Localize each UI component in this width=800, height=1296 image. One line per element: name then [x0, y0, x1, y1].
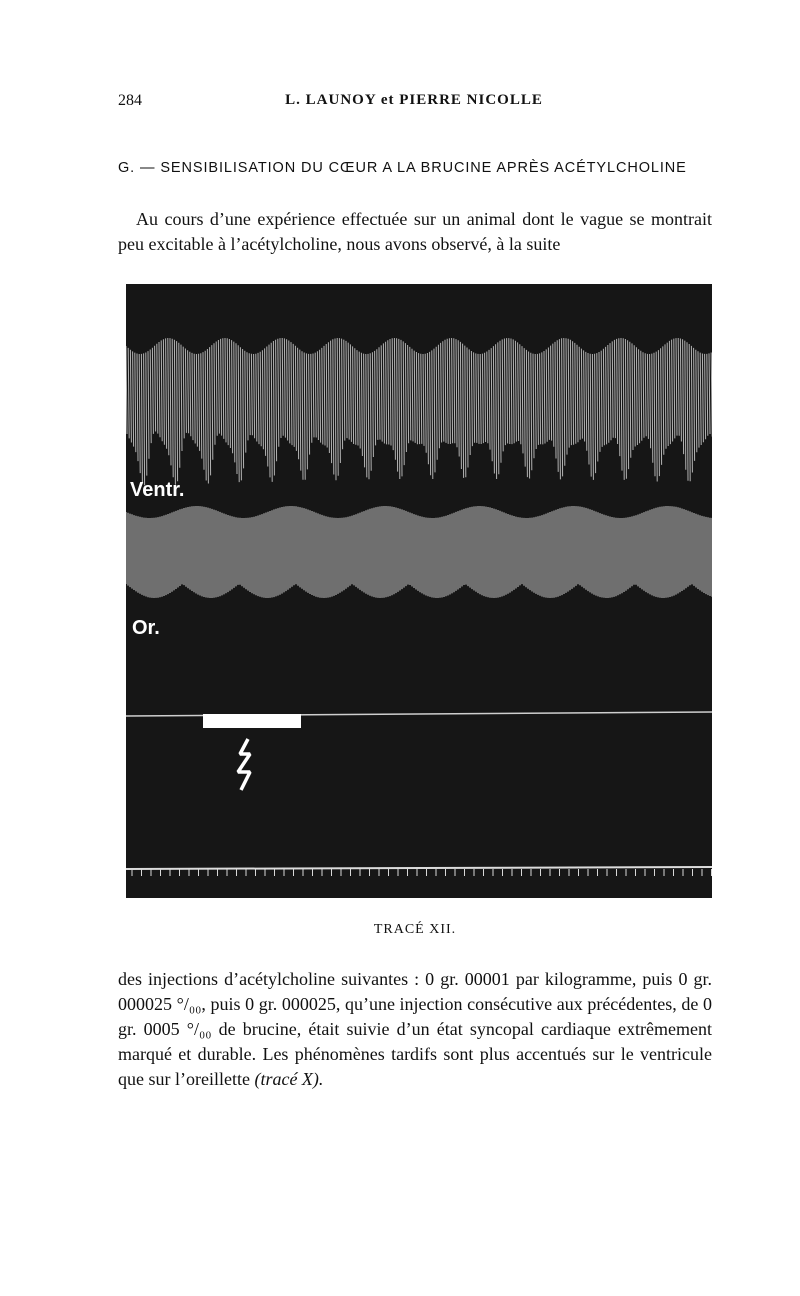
- excitation-arrow-icon: [238, 739, 250, 790]
- time-ticks: [132, 869, 712, 876]
- time-tick-marks: [132, 869, 712, 876]
- paragraph-1: Au cours d’une expérience effectuée sur un animal dont le vague se montrait peu excitable à l’acétylcholine, nous avons observé, à la suite: [118, 209, 712, 254]
- section-heading: G. — SENSIBILISATION DU CŒUR A LA BRUCINE APRÈS ACÉTYLCHOLINE: [118, 160, 687, 176]
- time-line: [126, 867, 712, 869]
- tracing-figure: [126, 284, 712, 898]
- ventricle-trace: [126, 338, 712, 485]
- label-auricle: Or.: [132, 617, 160, 639]
- paragraph-2: [118, 967, 712, 1092]
- running-title: L. LAUNOY et PIERRE NICOLLE: [285, 92, 543, 108]
- page-number: 284: [118, 92, 142, 109]
- injection-marker: [203, 714, 301, 728]
- paragraph-2-text: des injections d’acétylcholine suivantes : 0 gr. 00001 par kilogramme, puis 0 gr. 000025 °/₀₀, puis 0 gr. 000025, qu’une injection consécutive aux précédentes, de 0 gr. 0005 °/₀₀ de brucine, était suivie d’un état syncopal cardiaque extrêmement marqué et durable. Les phénomènes tardifs sont plus accentués sur le ventricule que sur l’oreillette: [118, 969, 712, 1089]
- auricle-trace-lines: [126, 506, 712, 598]
- ventricle-trace-lines: [126, 338, 712, 485]
- running-header: [118, 92, 710, 116]
- auricle-trace: [126, 506, 712, 598]
- tracing-image: [126, 284, 712, 898]
- paragraph-2-reference: (tracé X).: [254, 1069, 324, 1089]
- label-ventricle: Ventr.: [130, 479, 185, 501]
- figure-caption: TRACÉ XII.: [373, 922, 457, 937]
